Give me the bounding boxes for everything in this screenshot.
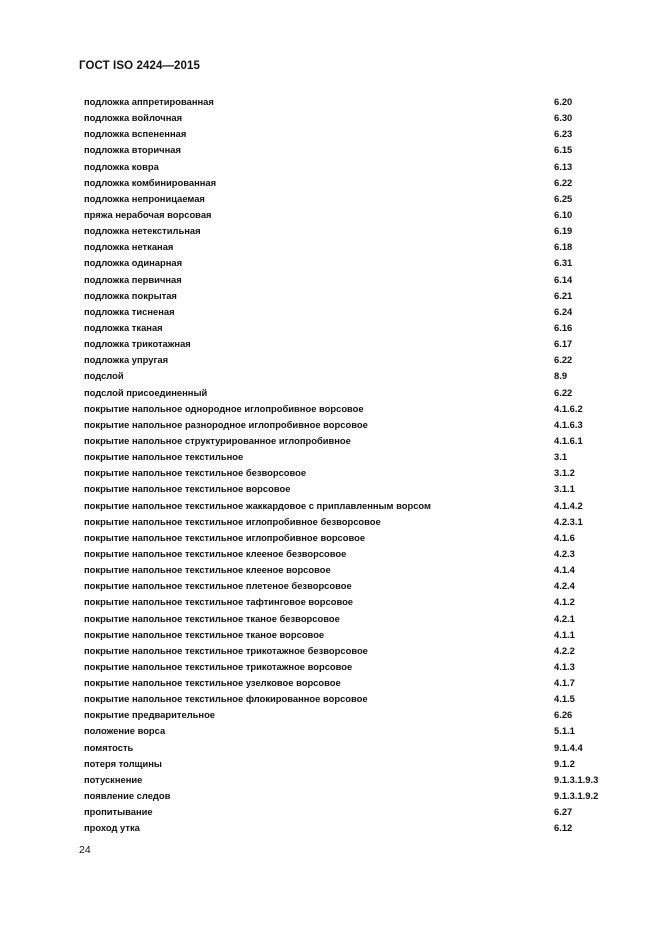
index-term: пропитывание — [84, 806, 153, 818]
index-ref-number: 6.31 — [554, 257, 573, 269]
index-ref-number: 6.12 — [554, 822, 573, 834]
index-term: помятость — [84, 741, 134, 753]
index-term: появление следов — [84, 790, 171, 802]
index-ref-number: 6.22 — [554, 176, 573, 188]
index-term: покрытие напольное текстильное клееное безворсовое — [84, 547, 347, 559]
index-ref-number: 4.1.5 — [554, 693, 575, 705]
index-entry — [84, 272, 604, 288]
index-entry — [84, 465, 604, 481]
index-entry — [84, 401, 604, 417]
index-entry — [84, 320, 604, 336]
index-term: подложка упругая — [84, 354, 169, 366]
index-term: положение ворса — [84, 725, 166, 737]
index-entry — [84, 223, 604, 239]
index-ref-number: 4.1.6.3 — [554, 418, 583, 430]
index-term: покрытие напольное текстильное узелковое ворсовое — [84, 677, 341, 689]
index-ref-number: 4.1.7 — [554, 677, 575, 689]
index-ref-number: 9.1.4.4 — [554, 741, 583, 753]
index-entry — [84, 385, 604, 401]
index-ref-number: 6.30 — [554, 112, 573, 124]
index-entry — [84, 352, 604, 368]
index-entry — [84, 578, 604, 594]
index-term: покрытие напольное текстильное безворсовое — [84, 467, 307, 479]
index-term: покрытие предварительное — [84, 709, 216, 721]
index-ref-number: 6.22 — [554, 354, 573, 366]
page-header-title: ГОСТ ISO 2424—2015 — [79, 60, 201, 72]
index-entry — [84, 691, 604, 707]
index-entry — [84, 611, 604, 627]
index-ref-number: 6.24 — [554, 305, 573, 317]
index-ref-number: 9.1.2 — [554, 757, 575, 769]
index-entry — [84, 239, 604, 255]
index-entry — [84, 820, 604, 836]
index-ref-number: 6.25 — [554, 192, 573, 204]
index-ref-number: 6.23 — [554, 128, 573, 140]
index-entry — [84, 417, 604, 433]
index-ref-number: 3.1.1 — [554, 483, 575, 495]
index-term: покрытие напольное текстильное флокированное ворсовое — [84, 693, 368, 705]
index-ref-number: 6.18 — [554, 241, 573, 253]
index-term: подложка ковра — [84, 160, 159, 172]
index-term: подложка тисненая — [84, 305, 175, 317]
index-entry — [84, 336, 604, 352]
index-ref-number: 6.15 — [554, 144, 573, 156]
index-ref-number: 4.2.3.1 — [554, 515, 583, 527]
index-ref-number: 4.2.4 — [554, 580, 575, 592]
index-term: подложка аппретированная — [84, 96, 214, 107]
index-entry — [84, 627, 604, 643]
index-term: подложка нетканая — [84, 241, 174, 253]
index-entry — [84, 643, 604, 659]
index-term: покрытие напольное текстильное клееное ворсовое — [84, 564, 331, 576]
index-term: покрытие напольное текстильное тканое ворсовое — [84, 628, 325, 640]
index-term: подложка непроницаемая — [84, 192, 205, 204]
index-entry — [84, 788, 604, 804]
index-entry — [84, 368, 604, 384]
index-term: подложка комбинированная — [84, 176, 217, 188]
index-term: подложка нетекстильная — [84, 225, 201, 237]
index-ref-number: 6.26 — [554, 709, 573, 721]
index-entry — [84, 481, 604, 497]
index-entry — [84, 207, 604, 223]
index-entry — [84, 175, 604, 191]
index-ref-number: 6.17 — [554, 338, 573, 350]
index-entry — [84, 546, 604, 562]
index-term: подложка покрытая — [84, 289, 177, 301]
index-entry — [84, 514, 604, 530]
index-ref-number: 6.27 — [554, 806, 573, 818]
index-ref-number: 3.1.2 — [554, 467, 575, 479]
index-entry — [84, 675, 604, 691]
index-ref-number: 6.21 — [554, 289, 573, 301]
index-ref-number: 3.1 — [554, 451, 568, 463]
index-entry — [84, 94, 604, 110]
index-term: покрытие напольное текстильное тафтинговое ворсовое — [84, 596, 354, 608]
index-entry — [84, 255, 604, 271]
index-term: покрытие напольное текстильное трикотажное безворсовое — [84, 644, 368, 656]
index-term: покрытие напольное текстильное плетеное безворсовое — [84, 580, 352, 592]
index-term: подложка войлочная — [84, 112, 183, 124]
index-ref-number: 9.1.3.1.9.3 — [554, 773, 599, 785]
index-term: подложка вспененная — [84, 128, 187, 140]
index-entry — [84, 740, 604, 756]
index-ref-number: 6.22 — [554, 386, 573, 398]
index-entry — [84, 159, 604, 175]
index-entry — [84, 449, 604, 465]
index-ref-number: 4.1.6.1 — [554, 434, 583, 446]
index-ref-number: 6.16 — [554, 321, 573, 333]
index-entry — [84, 707, 604, 723]
index-term: покрытие напольное текстильное тканое безворсовое — [84, 612, 340, 624]
index-term: покрытие напольное разнородное иглопробивное ворсовое — [84, 418, 368, 430]
index-term: подслой — [84, 370, 124, 382]
index-entry — [84, 142, 604, 158]
index-entry — [84, 110, 604, 126]
index-entry — [84, 304, 604, 320]
index-term: покрытие напольное структурированное иглопробивное — [84, 434, 351, 446]
index-term: покрытие напольное текстильное жаккардовое с приплавленным ворсом — [84, 499, 431, 511]
index-entry — [84, 756, 604, 772]
index-term: подложка трикотажная — [84, 338, 191, 350]
index-ref-number: 6.14 — [554, 273, 573, 285]
index-term: подложка тканая — [84, 321, 163, 333]
index-ref-number: 8.9 — [554, 370, 568, 382]
index-ref-number: 6.10 — [554, 208, 573, 220]
index-entry — [84, 594, 604, 610]
index-term: пряжа нерабочая ворсовая — [84, 208, 212, 220]
index-term: покрытие напольное текстильное иглопробивное безворсовое — [84, 515, 381, 527]
index-ref-number: 6.19 — [554, 225, 573, 237]
index-entry — [84, 530, 604, 546]
index-entry — [84, 723, 604, 739]
index-ref-number: 6.13 — [554, 160, 573, 172]
index-entry — [84, 772, 604, 788]
index-ref-number: 4.2.1 — [554, 612, 575, 624]
index-entry — [84, 288, 604, 304]
index-ref-number: 4.2.3 — [554, 547, 575, 559]
index-term: покрытие напольное однородное иглопробивное ворсовое — [84, 402, 364, 414]
index-entry — [84, 498, 604, 514]
index-ref-number: 9.1.3.1.9.2 — [554, 790, 599, 802]
index-entry — [84, 804, 604, 820]
index-term: покрытие напольное текстильное ворсовое — [84, 483, 291, 495]
index-entry — [84, 659, 604, 675]
index-term: потускнение — [84, 773, 143, 785]
index-term: проход утка — [84, 822, 140, 834]
index-entry — [84, 191, 604, 207]
term-index-list — [84, 94, 604, 836]
index-ref-number: 4.1.3 — [554, 660, 575, 672]
index-ref-number: 5.1.1 — [554, 725, 575, 737]
index-ref-number: 4.1.6 — [554, 531, 575, 543]
index-ref-number: 4.1.2 — [554, 596, 575, 608]
index-term: подслой присоединенный — [84, 386, 208, 398]
index-ref-number: 4.1.1 — [554, 628, 575, 640]
index-term: потеря толщины — [84, 757, 162, 769]
index-term: подложка первичная — [84, 273, 182, 285]
index-term: покрытие напольное текстильное — [84, 451, 244, 463]
index-entry — [84, 562, 604, 578]
page-number: 24 — [79, 844, 91, 856]
index-term: подложка вторичная — [84, 144, 181, 156]
index-ref-number: 6.20 — [554, 96, 573, 107]
index-ref-number: 4.1.6.2 — [554, 402, 583, 414]
index-term: покрытие напольное текстильное иглопробивное ворсовое — [84, 531, 366, 543]
index-ref-number: 4.1.4 — [554, 564, 575, 576]
index-entry — [84, 126, 604, 142]
index-term: подложка одинарная — [84, 257, 183, 269]
index-entry — [84, 433, 604, 449]
index-ref-number: 4.1.4.2 — [554, 499, 583, 511]
index-ref-number: 4.2.2 — [554, 644, 575, 656]
index-term: покрытие напольное текстильное трикотажное ворсовое — [84, 660, 353, 672]
